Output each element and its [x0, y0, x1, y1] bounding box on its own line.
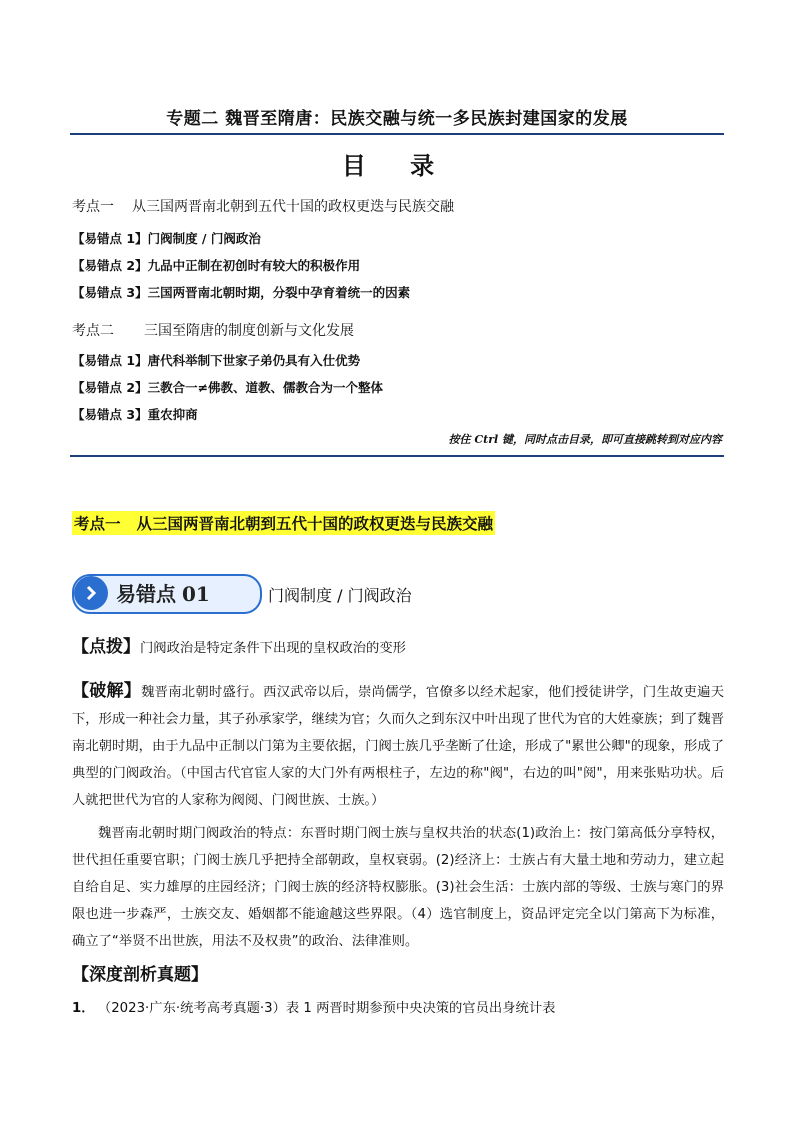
- toc-item-1-2[interactable]: [72, 256, 360, 274]
- dianbo-paragraph: [72, 634, 724, 662]
- banner-title: 门阀制度 / 门阀政治: [268, 586, 412, 605]
- pojie-text: 魏晋南北朝时盛行。西汉武帝以后，崇尚儒学，官僚多以经术起家，他们授徒讲学，门生故吏遍天下，形成一种社会力量，其子孙承家学，继续为官；久而久之到东汉中叶出现了世代为官的大姓豪族；到了魏晋南北朝时期，由于九品中正制以门第为主要依据，门阀士族几乎垄断了仕途，形成了"累世公卿"的现象，形成了典型的门阀政治。（中国古代官宦人家的大门外有两根柱子，左边的称"阀"，右边的叫"阅"，用来张贴功状。后人就把世代为官的人家称为阀阅、门阀世族、士族。）: [72, 685, 725, 808]
- pojie-head: 【破解】: [72, 681, 142, 701]
- analysis-heading: 【深度剖析真题】: [72, 965, 208, 985]
- question-1: [72, 997, 555, 1016]
- toc-item-text: 唐代科举制下世家子弟仍具有入仕优势: [147, 353, 361, 368]
- toc-item-label: 【易错点 2】: [72, 380, 148, 395]
- toc-section-1[interactable]: [72, 196, 454, 216]
- toc-item-label: 【易错点 3】: [72, 407, 148, 422]
- document-title: 专题二 魏晋至隋唐：民族交融与统一多民族封建国家的发展: [166, 109, 628, 129]
- section-heading: [72, 511, 495, 535]
- toc-item-text: 三国两晋南北朝时期，分裂中孕育着统一的因素: [147, 285, 411, 300]
- toc-section-1-label: 考点一: [72, 199, 114, 215]
- toc-item-2-2[interactable]: [72, 378, 383, 396]
- toc-item-text: 门阀制度 / 门阀政治: [147, 231, 261, 246]
- badge-label: [116, 578, 210, 607]
- toc-item-2-1[interactable]: [72, 351, 360, 369]
- toc-item-label: 【易错点 2】: [72, 258, 148, 273]
- toc-hint: 按住 Ctrl 键，同时点击目录，即可直接跳转到对应内容: [448, 433, 722, 446]
- title-rule: [70, 133, 724, 135]
- badge-number: 01: [182, 582, 210, 606]
- toc-item-text: 三教合一≠佛教、道教、儒教合为一个整体: [147, 380, 384, 395]
- question-number: 1．: [72, 1001, 95, 1016]
- section-heading-title: 从三国两晋南北朝到五代十国的政权更迭与民族交融: [136, 514, 494, 533]
- toc-section-2-title: 三国至隋唐的制度创新与文化发展: [144, 323, 354, 339]
- toc-section-2[interactable]: [72, 320, 354, 340]
- toc-item-text: 九品中正制在初创时有较大的积极作用: [147, 258, 361, 273]
- toc-section-2-label: 考点二: [72, 323, 114, 339]
- dianbo-text: 门阀政治是特定条件下出现的皇权政治的变形: [140, 641, 406, 656]
- pojie-paragraph: [72, 678, 724, 814]
- toc-item-label: 【易错点 3】: [72, 285, 148, 300]
- toc-item-text: 重农抑商: [147, 407, 198, 422]
- toc-item-1-3[interactable]: [72, 283, 410, 301]
- section-heading-label: 考点一: [74, 514, 121, 533]
- chevron-right-icon: [74, 576, 108, 610]
- toc-item-2-3[interactable]: [72, 405, 198, 423]
- toc-rule: [70, 455, 724, 457]
- toc-item-label: 【易错点 1】: [72, 231, 148, 246]
- error-point-banner: [72, 574, 262, 612]
- dianbo-head: 【点拨】: [72, 637, 140, 657]
- toc-section-1-title: 从三国两晋南北朝到五代十国的政权更迭与民族交融: [132, 199, 454, 215]
- toc-title: 目 录: [341, 151, 453, 180]
- toc-item-1-1[interactable]: [72, 229, 261, 247]
- toc-item-label: 【易错点 1】: [72, 353, 148, 368]
- pojie-paragraph-2: 魏晋南北朝时期门阀政治的特点：东晋时期门阀士族与皇权共治的状态(1)政治上：按门第高低分享特权，世代担任重要官职；门阀士族几乎把持全部朝政，皇权衰弱。(2)经济上：士族占有大量土地和劳动力，建立起自给自足、实力雄厚的庄园经济；门阀士族的经济特权膨胀。(3)社会生活：士族内部的等级、士族与寒门的界限也进一步森严，士族交友、婚姻都不能逾越这些界限。（4）选官制度上，资品评定完全以门第高下为标准，确立了“举贤不出世族，用法不及权贵”的政治、法律准则。: [72, 826, 724, 949]
- badge-word: 易错点: [116, 582, 176, 606]
- question-text: （2023·广东·统考高考真题·3）表 1 两晋时期参预中央决策的官员出身统计表: [104, 1001, 556, 1016]
